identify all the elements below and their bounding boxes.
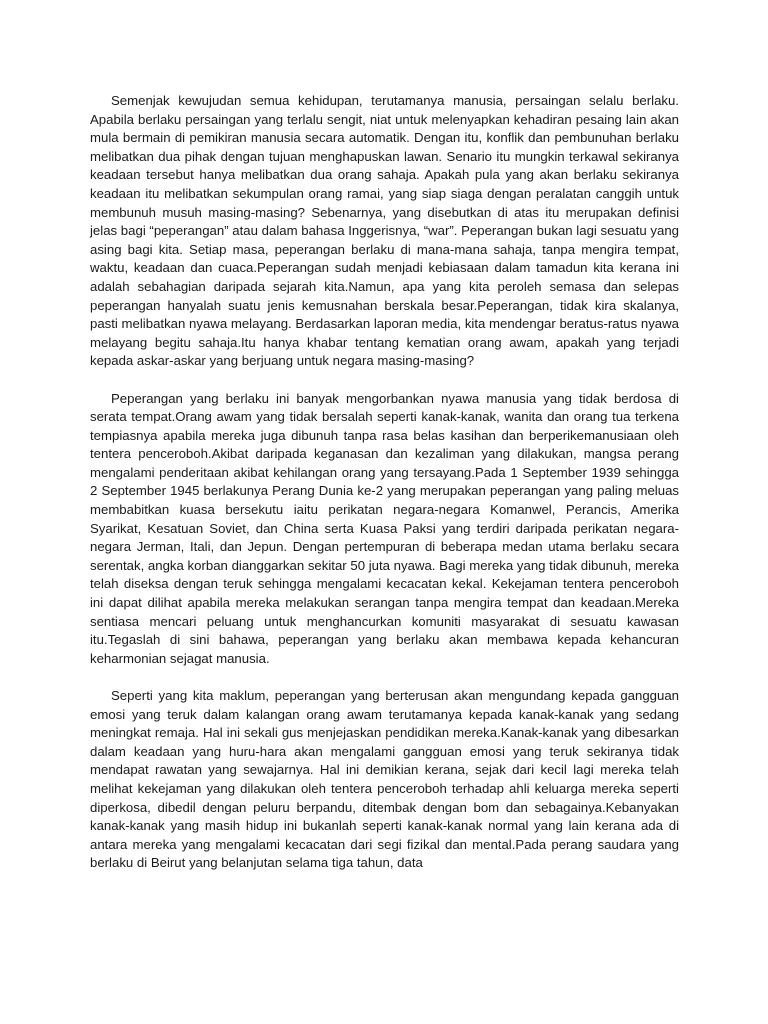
paragraph-1: Semenjak kewujudan semua kehidupan, terutamanya manusia, persaingan selalu berlaku. Apabila berlaku persaingan yang terlalu sengit, niat untuk melenyapkan kehadiran pesaing lain akan mula bermain di pemikiran manusia secara automatik. Dengan itu, konflik dan pembunuhan berlaku melibatkan dua pihak dengan tujuan menghapuskan lawan. Senario itu mungkin terkawal sekiranya keadaan tersebut hanya melibatkan dua orang sahaja. Apakah pula yang akan berlaku sekiranya keadaan itu melibatkan sekumpulan orang ramai, yang siap siaga dengan peralatan canggih untuk membunuh musuh masing-masing? Sebenarnya, yang disebutkan di atas itu merupakan definisi jelas bagi “peperangan” atau dalam bahasa Inggerisnya, “war”. Peperangan bukan lagi sesuatu yang asing bagi kita. Setiap masa, peperangan berlaku di mana-mana sahaja, tanpa mengira tempat, waktu, keadaan dan cuaca.Peperangan sudah menjadi kebiasaan dalam tamadun kita kerana ini adalah sebahagian daripada sejarah kita.Namun, apa yang kita peroleh semasa dan selepas peperangan hanyalah suatu jenis kemusnahan berskala besar.Peperangan, tidak kira skalanya, pasti melibatkan nyawa melayang. Berdasarkan laporan media, kita mendengar beratus-ratus nyawa melayang begitu sahaja.Itu hanya khabar tentang kematian orang awam, apakah yang terjadi kepada askar-askar yang berjuang untuk negara masing-masing? — [90, 93, 679, 369]
paragraph-3: Seperti yang kita maklum, peperangan yang berterusan akan mengundang kepada gangguan emosi yang teruk dalam kalangan orang awam terutamanya kepada kanak-kanak yang sedang meningkat remaja. Hal ini sekali gus menjejaskan pendidikan mereka.Kanak-kanak yang dibesarkan dalam keadaan yang huru-hara akan mengalami gangguan emosi yang teruk sekiranya tidak mendapat rawatan yang sewajarnya. Hal ini demikian kerana, sejak dari kecil lagi mereka telah melihat kekejaman yang dilakukan oleh tentera penceroboh terhadap ahli keluarga mereka seperti diperkosa, dibedil dengan peluru berpandu, ditembak dengan bom dan sebagainya.Kebanyakan kanak-kanak yang masih hidup ini bukanlah seperti kanak-kanak normal yang lain kerana ada di antara mereka yang mengalami kecacatan dari segi fizikal dan mental.Pada perang saudara yang berlaku di Beirut yang belanjutan selama tiga tahun, data — [90, 688, 679, 871]
paragraph-2: Peperangan yang berlaku ini banyak mengorbankan nyawa manusia yang tidak berdosa di serata tempat.Orang awam yang tidak bersalah seperti kanak-kanak, wanita dan orang tua terkena tempiasnya apabila mereka juga dibunuh tanpa rasa belas kasihan dan berperikemanusiaan oleh tentera penceroboh.Akibat daripada keganasan dan kezaliman yang dilakukan, mangsa perang mengalami penderitaan akibat kehilangan orang yang tersayang.Pada 1 September 1939 sehingga 2 September 1945 berlakunya Perang Dunia ke-2 yang merupakan peperangan yang paling meluas membabitkan kuasa bersekutu iaitu perikatan negara-negara Komanwel, Perancis, Amerika Syarikat, Kesatuan Soviet, dan China serta Kuasa Paksi yang terdiri daripada perikatan negara-negara Jerman, Itali, dan Jepun. Dengan pertempuran di beberapa medan utama berlaku secara serentak, angka korban dianggarkan sekitar 50 juta nyawa. Bagi mereka yang tidak dibunuh, mereka telah diseksa dengan teruk sehingga mengalami kecacatan kekal. Kekejaman tentera penceroboh ini dapat dilihat apabila mereka melakukan serangan tanpa mengira tempat dan keadaan.Mereka sentiasa mencari peluang untuk menghancurkan komuniti masyarakat di sesuatu kawasan itu.Tegaslah di sini bahawa, peperangan yang berlaku akan membawa kepada kehancuran keharmonian sejagat manusia. — [90, 390, 679, 666]
document-body — [90, 92, 679, 873]
